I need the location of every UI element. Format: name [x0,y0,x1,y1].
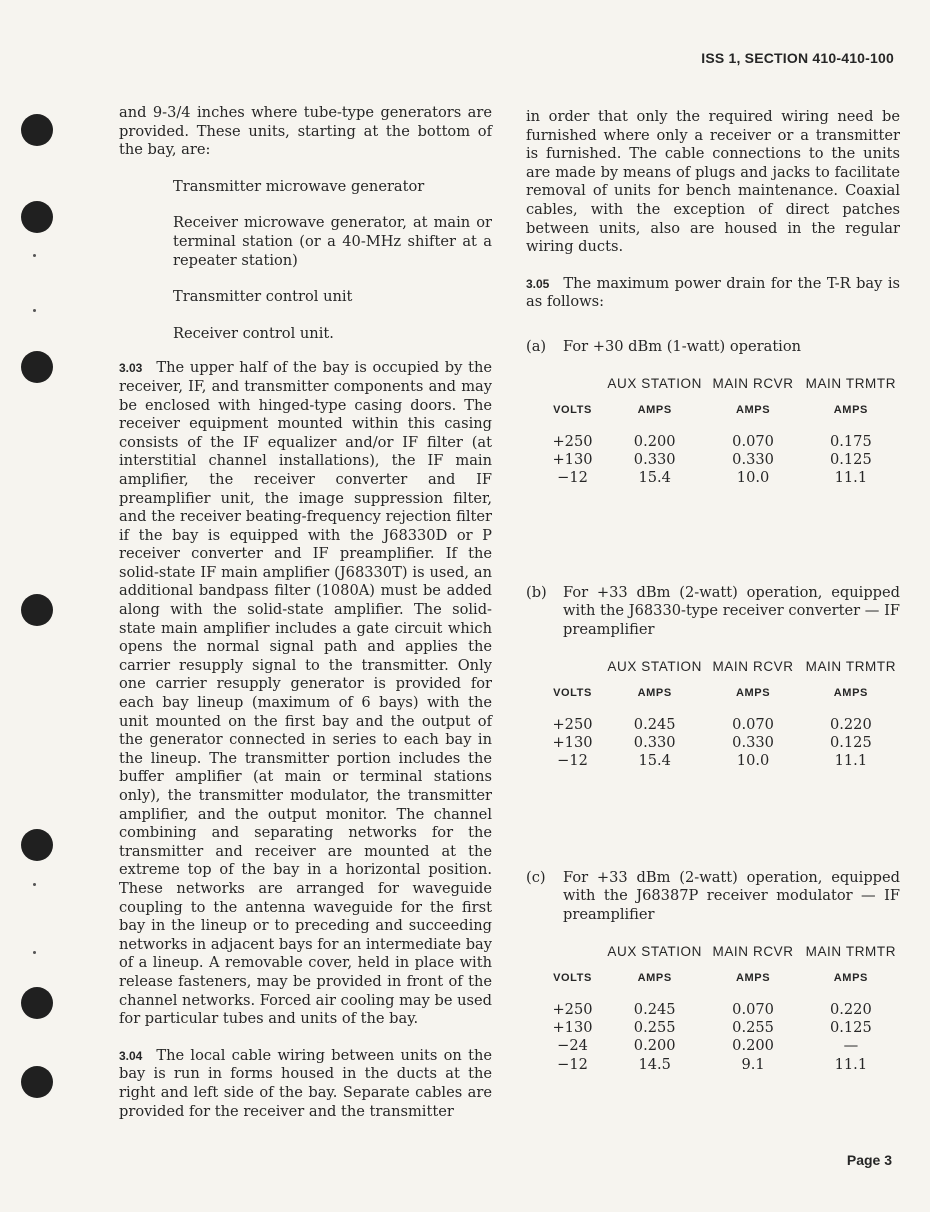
table-header: MAIN TRMTR [805,658,897,674]
cell-aux: 0.245 [633,715,676,733]
cell-trmtr: 0.125 [829,733,872,751]
table-row [540,1001,900,1019]
list-item: Transmitter microwave generator [173,177,425,195]
table-header: AUX STATION [607,375,702,391]
page-header: ISS 1, SECTION 410-410-100 [701,50,894,66]
cell-rcvr: 0.070 [732,432,774,450]
power-table [540,658,900,771]
right-column [526,108,900,1074]
unit-header: AMPS [735,403,771,416]
cell-trmtr: 11.1 [834,1055,868,1073]
page-speck [33,951,36,954]
paragraph-text: The local cable wiring between units on the bay is run in forms housed in the ducts at the right and left side of the bay. Separate cables are provided for the receiver and the transmitter [119,1046,492,1120]
cell-volts: +130 [552,1018,593,1036]
section-b [526,584,900,771]
cell-volts: −12 [557,1055,588,1073]
cell-aux: 0.255 [633,1018,676,1036]
cell-aux: 15.4 [638,752,671,770]
cell-aux: 0.200 [633,1037,676,1055]
table-row [540,451,900,469]
cell-aux: 15.4 [638,469,671,487]
unit-header: AMPS [833,403,868,416]
table-row [540,1019,900,1037]
table-header: MAIN RCVR [712,943,794,959]
binder-hole [21,201,53,233]
cell-volts: −12 [557,469,588,487]
cell-aux: 0.245 [633,1000,676,1018]
table-header [540,375,605,392]
cell-trmtr: 0.125 [829,1018,872,1036]
table-header [540,658,605,675]
unit-header: AMPS [735,686,771,699]
cell-rcvr: 0.330 [732,733,774,751]
cell-rcvr: 0.070 [732,1000,774,1018]
table-header: MAIN TRMTR [805,375,897,391]
cell-trmtr: 0.175 [829,432,872,450]
cell-volts: −24 [557,1037,588,1055]
binder-hole [21,987,53,1019]
paragraph-text: The maximum power drain for the T-R bay is as follows: [526,274,900,311]
table-header: AUX STATION [607,943,702,959]
cell-aux: 14.5 [638,1055,671,1073]
unit-header: AMPS [637,971,672,984]
cell-volts: +250 [552,432,593,450]
section-label: (b) [526,583,547,601]
binder-hole [21,114,53,146]
table-header: MAIN RCVR [712,658,794,674]
section-heading [526,338,900,357]
cell-rcvr: 0.255 [732,1018,774,1036]
table-header [540,943,605,960]
page-number: Page 3 [846,1152,892,1168]
section-heading [526,869,900,925]
table-row [540,1037,900,1055]
unit-header: AMPS [735,971,771,984]
left-column [119,104,492,1121]
table-row [540,716,900,734]
table-row [540,752,900,770]
cell-aux: 0.200 [633,432,676,450]
cell-rcvr: 9.1 [741,1055,765,1073]
power-table [540,943,900,1075]
cell-trmtr: 11.1 [834,469,868,487]
table-header: MAIN TRMTR [805,943,897,959]
intro-text: and 9-3/4 inches where tube-type generators are provided. These units, starting at the bottom of the bay, are: [119,104,492,159]
paragraph-3-04 [119,1047,492,1121]
unit-header: VOLTS [553,971,592,984]
unit-header: AMPS [637,403,672,416]
unit-list [119,178,492,344]
binder-hole [21,829,53,861]
section-label: (a) [526,337,547,355]
cell-rcvr: 10.0 [736,469,770,487]
continued-text: in order that only the required wiring need be furnished where only a receiver or a transmitter is furnished. The cable connections to the units are made by means of plugs and jacks to facilitate removal of units for bench maintenance. Coaxial cables, with the exception of direct patches between units, also are housed in the regular wiring ducts. [526,108,900,256]
section-heading [526,584,900,640]
binder-hole [21,351,53,383]
paragraph-3-05 [526,275,900,312]
unit-header: AMPS [637,686,672,699]
cell-rcvr: 0.070 [732,715,774,733]
paragraph-3-03 [119,359,492,1028]
cell-rcvr: 0.330 [732,450,774,468]
cell-volts: +250 [552,715,593,733]
cell-volts: −12 [557,752,588,770]
page-speck [33,883,36,886]
section-text: For +33 dBm (2-watt) operation, equipped with the J68330-type receiver converter — IF preamplifier [563,583,900,638]
cell-volts: +130 [552,733,593,751]
page-speck [33,309,36,312]
cell-volts: +250 [552,1000,593,1018]
cell-rcvr: 0.200 [732,1037,774,1055]
table-header: AUX STATION [607,658,702,674]
cell-trmtr: 11.1 [834,752,868,770]
unit-header: AMPS [833,686,868,699]
unit-header: AMPS [833,971,868,984]
list-item: Receiver microwave generator, at main or terminal station (or a 40-MHz shifter at a repeater station) [173,214,492,269]
section-c [526,869,900,1074]
table-header: MAIN RCVR [712,375,794,391]
cell-volts: +130 [552,450,593,468]
binder-hole [21,1066,53,1098]
page-speck [33,254,36,257]
list-item: Transmitter control unit [173,288,353,306]
cell-trmtr: 0.220 [829,1000,872,1018]
paragraph-number: 3.05 [526,276,550,291]
power-table [540,375,900,488]
binder-hole [21,594,53,626]
cell-rcvr: 10.0 [736,752,770,770]
paragraph-text: The upper half of the bay is occupied by the receiver, IF, and transmitter components and may be enclosed with hinged-type casing doors. The receiver equipment mounted within this casing consists of the IF equalizer and/or IF filter (at interstitial channel installations), the IF main amplifier, the receiver converter and IF preamplifier unit, the image suppression filter, and the receiver beating-frequency rejection filter if the bay is equipped with the J68330D or P receiver converter and IF preamplifier. If the solid-state IF main amplifier (J68330T) is used, an additional bandpass filter (1080A) must be added along with the solid-state amplifier. The solid-state main amplifier includes a gate circuit which opens the normal signal path and applies the carrier resupply signal to the transmitter. Only one carrier resupply generator is provided for each bay lineup (maximum of 6 bays) with the unit mounted on the first bay and the output of the generator connected in series to each bay in the lineup. The transmitter portion includes the buffer amplifier (at main or terminal stations only), the transmitter modulator, the transmitter amplifier, and the output monitor. The channel combining and separating networks for the transmitter and receiver are mounted at the extreme top of the bay in a horizontal position. These networks are arranged for waveguide coupling to the antenna waveguide for the first bay in the lineup or to preceding and succeeding networks in adjacent bays for an intermediate bay of a lineup. A removable cover, held in place with release fasteners, may be provided in front of the channel networks. Forced air cooling may be used for particular tubes and units of the bay. [119,359,493,1028]
list-item: Receiver control unit. [173,324,334,342]
unit-header: VOLTS [553,686,592,699]
cell-trmtr: 0.125 [829,450,872,468]
section-text: For +33 dBm (2-watt) operation, equipped with the J68387P receiver modulator — IF preamplifier [563,868,900,923]
table-row [540,433,900,451]
table-row [540,1056,900,1074]
cell-aux: 0.330 [633,733,676,751]
cell-aux: 0.330 [633,450,676,468]
section-a [526,338,900,488]
unit-header: VOLTS [553,403,592,416]
section-label: (c) [526,868,546,886]
cell-trmtr: — [843,1037,859,1055]
table-row [540,469,900,487]
table-row [540,734,900,752]
paragraph-number: 3.03 [119,361,143,376]
cell-trmtr: 0.220 [829,715,872,733]
paragraph-number: 3.04 [119,1048,143,1063]
section-text: For +30 dBm (1-watt) operation [563,337,802,355]
